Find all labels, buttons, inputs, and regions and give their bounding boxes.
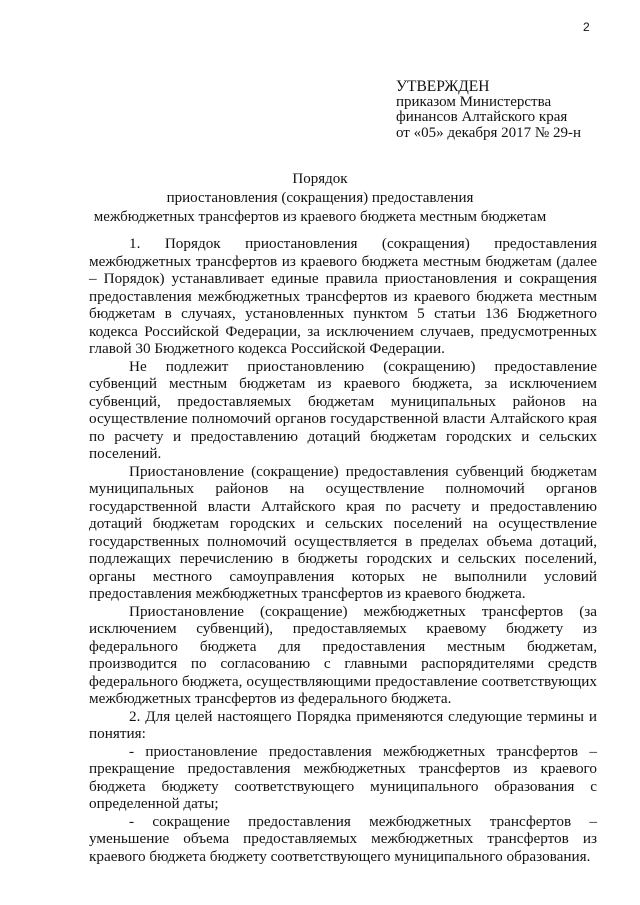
paragraph: - сокращение предоставления межбюджетных трансфертов – уменьшение объема предоставляемых межбюджетных трансфертов из краевого бюджета бюджету соответствующего муниципального образования. bbox=[89, 812, 597, 865]
paragraph: - приостановление предоставления межбюджетных трансфертов – прекращение предоставления межбюджетных трансфертов из краевого бюджета бюджету соответствующего муниципального образования с определенной даты; bbox=[89, 742, 597, 812]
title-line: Порядок bbox=[292, 171, 348, 187]
document-title bbox=[0, 170, 640, 227]
title-line: приостановления (сокращения) предоставления bbox=[166, 190, 474, 206]
document-body bbox=[89, 235, 597, 865]
page-number: 2 bbox=[583, 20, 590, 34]
approval-stamp bbox=[396, 79, 626, 141]
approval-line: финансов Алтайского края bbox=[396, 109, 568, 125]
title-line: межбюджетных трансфертов из краевого бюджета местным бюджетам bbox=[93, 209, 547, 225]
approval-heading: УТВЕРЖДЕН bbox=[396, 78, 490, 95]
paragraph: Не подлежит приостановлению (сокращению) предоставление субвенций местным бюджетам из краевого бюджета, за исключением субвенций, предоставляемых бюджетам муниципальных районов на осуществление полномочий органов государственной власти Алтайского края по расчету и предоставлению дотаций бюджетам городских и сельских поселений. bbox=[89, 357, 597, 462]
paragraph: Приостановление (сокращение) межбюджетных трансфертов (за исключением субвенций), предоставляемых краевому бюджету из федерального бюджета для предоставления местным бюджетам, производится по согласованию с главными распорядителями средств федерального бюджета, осуществляющими предоставление соответствующих межбюджетных трансфертов из федерального бюджета. bbox=[89, 602, 597, 707]
paragraph: Приостановление (сокращение) предоставления субвенций бюджетам муниципальных районов на осуществление полномочий органов государственной власти Алтайского края по расчету и предоставлению дотаций бюджетам городских и сельских поселений на осуществление государственных полномочий осуществляется в пределах объема дотаций, подлежащих перечислению в бюджеты городских и сельских поселений, органы местного самоуправления которых не выполнили условий предоставления межбюджетных трансфертов из краевого бюджета. bbox=[89, 462, 597, 602]
approval-line: приказом Министерства bbox=[396, 93, 552, 110]
paragraph: 2. Для целей настоящего Порядка применяются следующие термины и понятия: bbox=[89, 707, 597, 742]
paragraph: 1. Порядок приостановления (сокращения) предоставления межбюджетных трансфертов из краевого бюджета местным бюджетам (далее – Порядок) устанавливает единые правила приостановления и сокращения предоставления межбюджетных трансфертов из краевого бюджета местным бюджетам в случаях, установленных пунктом 5 статьи 136 Бюджетного кодекса Российской Федерации, за исключением случаев, предусмотренных главой 30 Бюджетного кодекса Российской Федерации. bbox=[89, 235, 597, 357]
approval-line: от «05» декабря 2017 № 29-н bbox=[396, 124, 581, 141]
